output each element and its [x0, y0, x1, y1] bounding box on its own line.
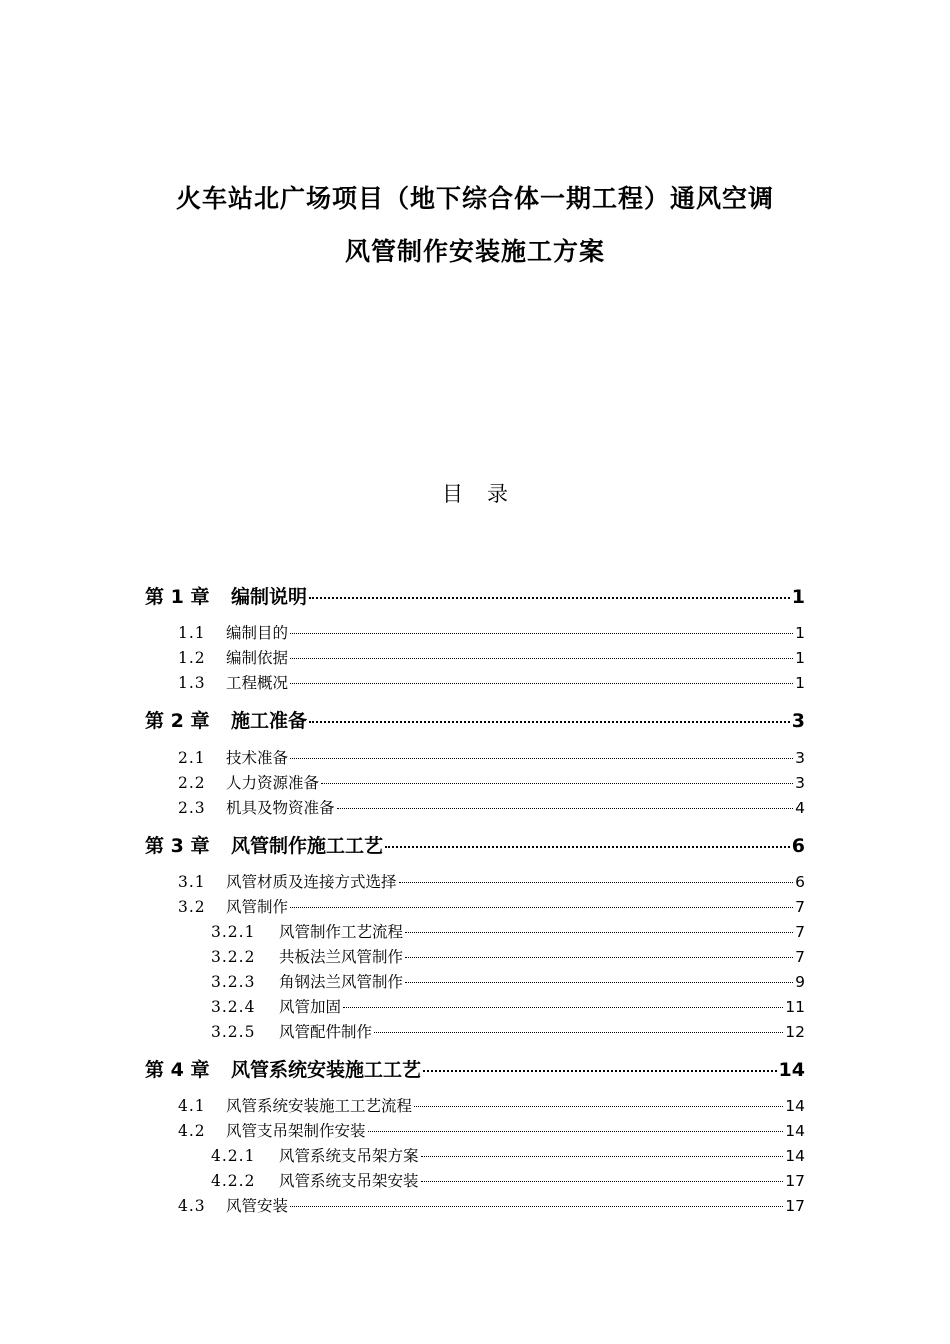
- toc-dot-leader: [309, 597, 790, 599]
- toc-entry-label: 风管制作施工工艺: [231, 835, 384, 857]
- toc-entry-3-2-1[interactable]: [211, 922, 805, 942]
- toc-entry-page: 17: [785, 1197, 805, 1215]
- toc-entry-label: 机具及物资准备: [226, 799, 335, 817]
- toc-entry-number: 4.2.2: [211, 1172, 256, 1190]
- toc-entry-number: 4.1: [178, 1097, 206, 1115]
- toc-entry-page: 12: [785, 1023, 805, 1041]
- toc-entry-page: 6: [795, 873, 805, 891]
- toc-entry-page: 4: [795, 799, 805, 817]
- toc-entry-page: 7: [795, 923, 805, 941]
- toc-entry-label: 风管制作: [226, 898, 289, 916]
- toc-dot-leader: [368, 1131, 784, 1132]
- toc-dot-leader: [414, 1106, 783, 1107]
- toc-dot-leader: [421, 1181, 784, 1182]
- toc-entry-page: 6: [791, 835, 805, 857]
- toc-entry-number: 3.2.3: [211, 973, 256, 991]
- toc-dot-leader: [405, 957, 793, 958]
- toc-entry-2-3[interactable]: [178, 798, 805, 818]
- toc-entry-page: 1: [795, 649, 805, 667]
- toc-dot-leader: [385, 846, 790, 848]
- toc-dot-leader: [290, 907, 793, 908]
- toc-entry-1-3[interactable]: [178, 673, 805, 693]
- toc-entry-4-2-1[interactable]: [211, 1146, 805, 1166]
- toc-entry-page: 14: [785, 1147, 805, 1165]
- toc-entry-label: 编制依据: [226, 649, 289, 667]
- toc-dot-leader: [423, 1070, 777, 1072]
- toc-entry-3-1[interactable]: [178, 872, 805, 892]
- toc-entry-number: 第 2 章: [145, 710, 210, 732]
- toc-entry-number: 2.3: [178, 799, 206, 817]
- toc-dot-leader: [337, 808, 794, 809]
- toc-entry-chapter-1[interactable]: [145, 585, 805, 609]
- toc-entry-3-2-4[interactable]: [211, 997, 805, 1017]
- toc-entry-page: 1: [791, 586, 805, 608]
- document-title-line-2: 风管制作安装施工方案: [344, 237, 605, 266]
- toc-entry-4-3[interactable]: [178, 1196, 805, 1216]
- toc-entry-label: 共板法兰风管制作: [279, 948, 404, 966]
- toc-entry-label: 技术准备: [226, 749, 289, 767]
- toc-heading-char-1: 目: [442, 482, 463, 506]
- toc-entry-page: 7: [795, 898, 805, 916]
- toc-entry-number: 3.2: [178, 898, 206, 916]
- toc-entry-label: 施工准备: [231, 710, 308, 732]
- toc-entry-3-2-3[interactable]: [211, 972, 805, 992]
- toc-entry-number: 4.3: [178, 1197, 206, 1215]
- toc-entry-label: 风管材质及连接方式选择: [226, 873, 397, 891]
- toc-dot-leader: [290, 758, 793, 759]
- toc-dot-leader: [290, 633, 793, 634]
- toc-entry-number: 4.2.1: [211, 1147, 256, 1165]
- toc-entry-1-1[interactable]: [178, 623, 805, 643]
- toc-entry-page: 9: [795, 973, 805, 991]
- toc-dot-leader: [405, 982, 793, 983]
- toc-entry-number: 3.2.2: [211, 948, 256, 966]
- toc-entry-number: 3.2.4: [211, 998, 256, 1016]
- toc-entry-page: 3: [791, 710, 805, 732]
- toc-entry-page: 1: [795, 674, 805, 692]
- toc-entry-page: 17: [785, 1172, 805, 1190]
- toc-entry-2-1[interactable]: [178, 748, 805, 768]
- toc-entry-number: 第 1 章: [145, 586, 210, 608]
- toc-entry-2-2[interactable]: [178, 773, 805, 793]
- toc-dot-leader: [321, 783, 793, 784]
- toc-entry-page: 3: [795, 749, 805, 767]
- toc-entry-label: 风管系统安装施工工艺: [231, 1059, 422, 1081]
- toc-dot-leader: [405, 932, 793, 933]
- toc-entry-label: 工程概况: [226, 674, 289, 692]
- toc-entry-page: 3: [795, 774, 805, 792]
- toc-entry-label: 风管安装: [226, 1197, 289, 1215]
- toc-entry-chapter-3[interactable]: [145, 834, 805, 858]
- toc-entry-page: 14: [778, 1059, 805, 1081]
- toc-dot-leader: [309, 721, 790, 723]
- toc-heading: [0, 481, 950, 507]
- toc-dot-leader: [290, 683, 793, 684]
- toc-entry-1-2[interactable]: [178, 648, 805, 668]
- toc-entry-number: 3.2.1: [211, 923, 256, 941]
- toc-entry-label: 风管系统支吊架安装: [279, 1172, 419, 1190]
- toc-entry-chapter-2[interactable]: [145, 709, 805, 733]
- toc-entry-page: 14: [785, 1097, 805, 1115]
- toc-entry-label: 风管制作工艺流程: [279, 923, 404, 941]
- toc-entry-page: 14: [785, 1122, 805, 1140]
- toc-entry-label: 风管加固: [279, 998, 342, 1016]
- toc-entry-3-2-2[interactable]: [211, 947, 805, 967]
- toc-dot-leader: [343, 1007, 783, 1008]
- toc-entry-chapter-4[interactable]: [145, 1058, 805, 1082]
- toc-dot-leader: [290, 658, 793, 659]
- toc-entry-number: 3.2.5: [211, 1023, 256, 1041]
- toc-entry-number: 1.2: [178, 649, 206, 667]
- toc-entry-number: 4.2: [178, 1122, 206, 1140]
- toc-entry-number: 3.1: [178, 873, 206, 891]
- toc-entry-label: 角钢法兰风管制作: [279, 973, 404, 991]
- toc-entry-label: 风管系统支吊架方案: [279, 1147, 419, 1165]
- toc-entry-page: 1: [795, 624, 805, 642]
- toc-heading-char-2: 录: [487, 482, 508, 506]
- toc-entry-label: 风管系统安装施工工艺流程: [226, 1097, 413, 1115]
- toc-entry-label: 人力资源准备: [226, 774, 320, 792]
- toc-dot-leader: [399, 882, 794, 883]
- toc-entry-number: 1.3: [178, 674, 206, 692]
- toc-entry-number: 2.2: [178, 774, 206, 792]
- toc-entry-number: 第 4 章: [145, 1059, 210, 1081]
- toc-entry-label: 风管支吊架制作安装: [226, 1122, 366, 1140]
- toc-entry-page: 11: [785, 998, 805, 1016]
- toc-entry-number: 第 3 章: [145, 835, 210, 857]
- toc-entry-number: 2.1: [178, 749, 206, 767]
- toc-entry-page: 7: [795, 948, 805, 966]
- toc-entry-label: 编制说明: [231, 586, 308, 608]
- toc-dot-leader: [290, 1206, 783, 1207]
- toc-entry-label: 风管配件制作: [279, 1023, 373, 1041]
- toc-entry-4-2-2[interactable]: [211, 1171, 805, 1191]
- toc-dot-leader: [374, 1032, 783, 1033]
- toc-dot-leader: [421, 1156, 784, 1157]
- toc-entry-4-1[interactable]: [178, 1096, 805, 1116]
- toc-entry-3-2[interactable]: [178, 897, 805, 917]
- toc-entry-label: 编制目的: [226, 624, 289, 642]
- document-title-line-1: 火车站北广场项目（地下综合体一期工程）通风空调: [175, 184, 774, 213]
- toc-entry-3-2-5[interactable]: [211, 1022, 805, 1042]
- toc-entry-4-2[interactable]: [178, 1121, 805, 1141]
- toc-entry-number: 1.1: [178, 624, 206, 642]
